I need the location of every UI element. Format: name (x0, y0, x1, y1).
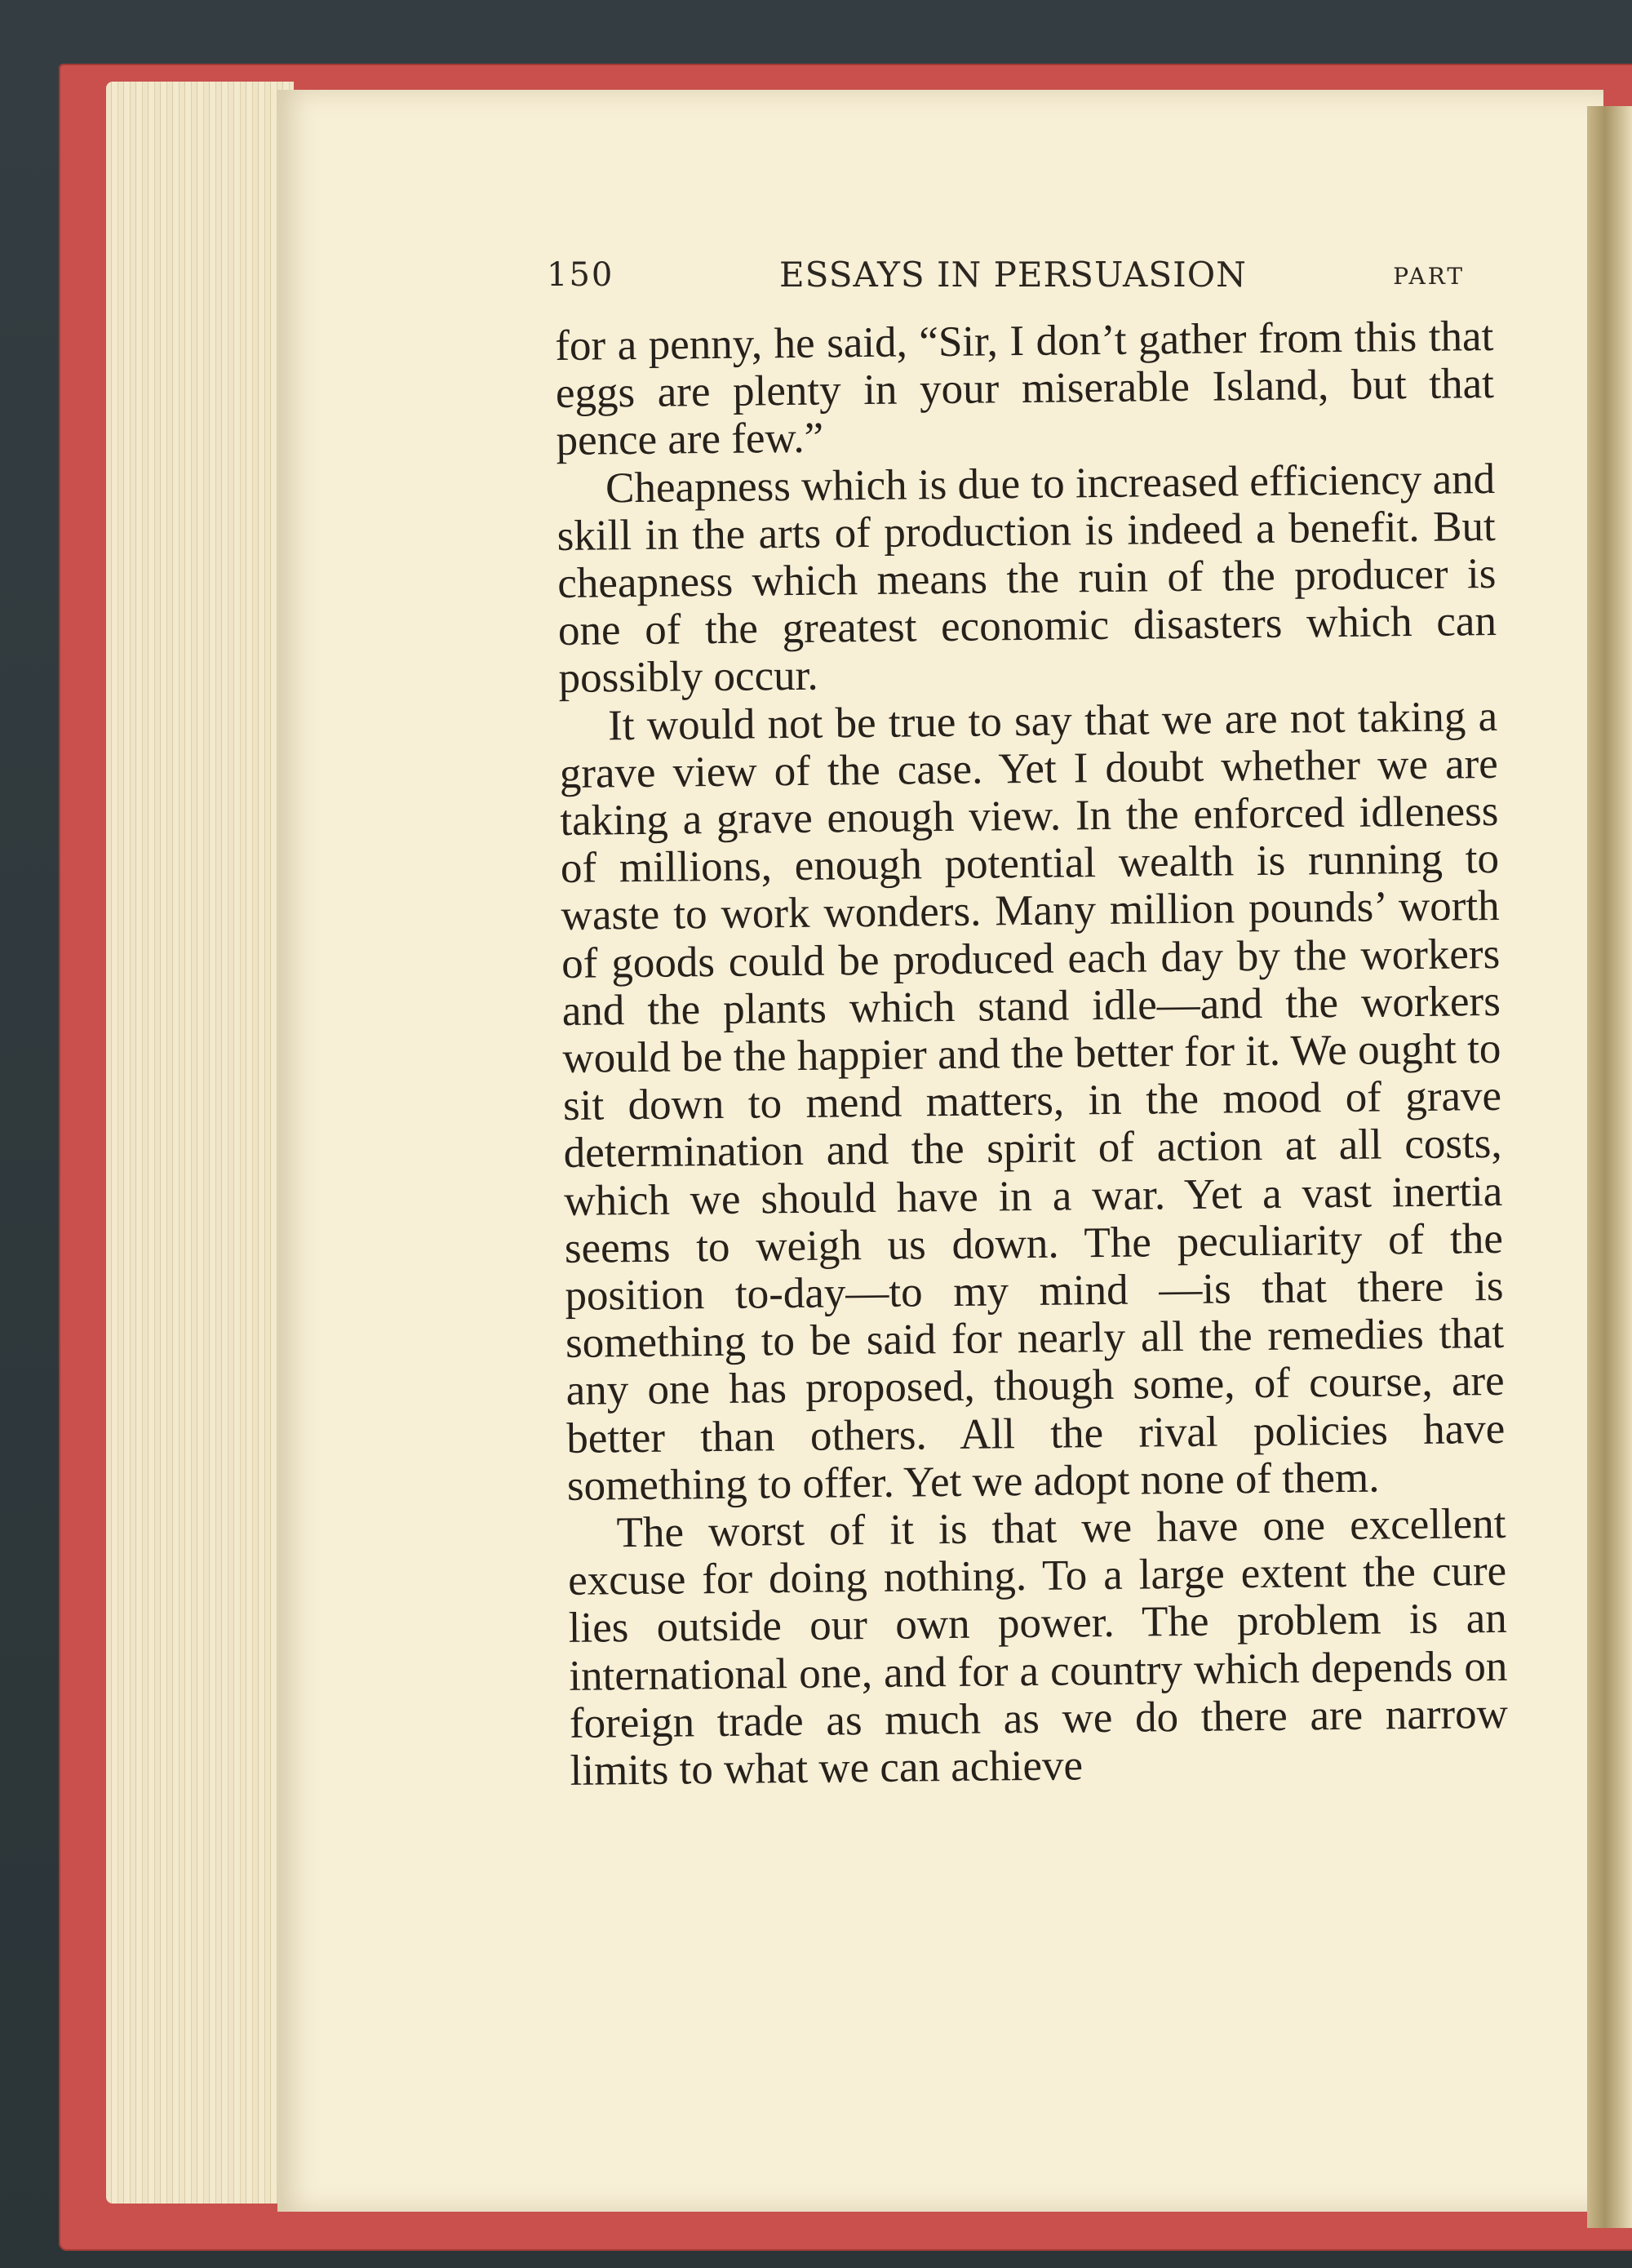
running-title: ESSAYS IN PERSUASION (779, 255, 1247, 295)
paragraph: Cheapness which is due to increased efficiency and skill in the arts of production is indeed a benefit. But cheapness which means the ruin of the producer is one of the greatest economic disasters which can possibly occur. (557, 455, 1497, 703)
part-label: PART (1393, 263, 1465, 290)
paragraph: for a penny, he said, “Sir, I don’t gather from this that eggs are plenty in your miserable Island, but that pence are few.” (555, 312, 1495, 465)
running-head (547, 255, 1477, 304)
body-text (555, 313, 1509, 1795)
page-block-edges (106, 82, 294, 2204)
paragraph: It would not be true to say that we are not taking a grave view of the case. Yet I doubt whether we are taking a grave enough view. In the enforced idleness of millions, enough potential wealth is running to waste to work wonders. Many million pounds’ worth of goods could be produced each day by the workers and the plants which stand idle—and the workers would be the happier and the better for it. We ought to sit down to mend matters, in the mood of grave determination and the spirit of action at all costs, which we should have in a war. Yet a vast inertia seems to weigh us down. The peculiarity of the position to-day—to my mind —is that there is something to be said for nearly all the remedies that any one has proposed, though some, of course, are better than others. All the rival policies have something to offer. Yet we adopt none of them. (559, 692, 1506, 1510)
page-number: 150 (547, 256, 614, 294)
paragraph: The worst of it is that we have one excellent excuse for doing nothing. To a large extent the cure lies outside our own power. The problem is an international one, and for a country which depends on foreign trade as much as we do there are narrow limits to what we can achieve (567, 1499, 1509, 1795)
book-gutter (1587, 106, 1632, 2228)
